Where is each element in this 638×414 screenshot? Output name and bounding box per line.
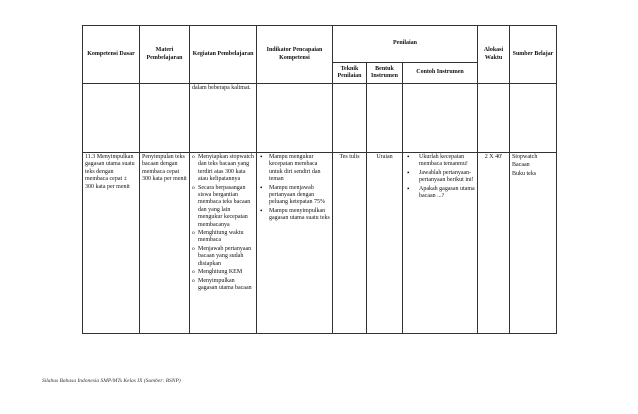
- cell-materi: Penyimpulan teks bacaan dengan membaca cepat 300 kata per menit: [140, 153, 190, 334]
- list-item: • Mampu menyimpulkan gagasan utama suatu teks: [269, 208, 330, 223]
- header-row: [83, 26, 557, 63]
- list-item: o Menyiapkan stopwatch dan teks bacaan yang terdiri atas 300 kata atau kelipatannya: [198, 154, 254, 184]
- cell-teknik: Tes tulis: [333, 153, 367, 334]
- list-item: o Menghitung waktu membaca: [198, 230, 254, 245]
- list-item: • Mampu mengukur kecepatan membaca untuk diri sendiri dan teman: [269, 154, 330, 184]
- sumber-list: [512, 154, 554, 178]
- header-materi: Materi Pembelajaran: [140, 26, 190, 84]
- list-item: Bacaan: [512, 162, 530, 169]
- header-contoh: Contoh Instrumen: [403, 63, 478, 84]
- list-item: o Secara berpasangan siswa bergantian membaca teks bacaan dan yang lain mengukur kecepatan membacanya: [198, 185, 254, 229]
- header-kegiatan: Kegiatan Pembelajaran: [190, 26, 257, 84]
- header-penilaian: Penilaian: [333, 26, 478, 63]
- table-row: [83, 153, 557, 334]
- contoh-list: [405, 154, 475, 200]
- list-item: o Menyimpulkan gagasan utama bacaan: [198, 278, 254, 293]
- cell-indikator: [257, 153, 333, 334]
- continuation-row: [83, 84, 557, 153]
- cell-bentuk: Uraian: [367, 153, 403, 334]
- header-teknik: Teknik Penilaian: [333, 63, 367, 84]
- list-item: o Menghitung KEM: [198, 269, 254, 276]
- continuation-text: dalam beberapa kalimat.: [190, 84, 257, 153]
- page-footer: Silabus Bahasa Indonesia SMP/MTs Kelas IX (Sumber: BSNP): [42, 378, 181, 384]
- list-item: Buku teks: [512, 170, 537, 177]
- header-indikator: Indikator Pencapaian Kompetensi: [257, 26, 333, 84]
- cell-kompetensi: 11.3 Menyimpulkan gagasan utama suatu teks dengan membaca cepat ± 300 kata per menit: [83, 153, 140, 334]
- list-item: Stopwatch: [512, 154, 538, 160]
- header-kompetensi: Kompetensi Dasar: [83, 26, 140, 84]
- list-item: • Ukurlah kecepatan membaca temanmu!: [419, 154, 475, 169]
- header-alokasi: Alokasi Waktu: [478, 26, 510, 84]
- list-item: • Mampu menjawab pertanyaan dengan peluang ketepatan 75%: [269, 185, 330, 207]
- cell-contoh: [403, 153, 478, 334]
- syllabus-table: [82, 25, 557, 334]
- kegiatan-list: [192, 154, 254, 292]
- list-item: • Apakah gagasan utama bacaan ...?: [419, 186, 475, 201]
- cell-sumber: [510, 153, 557, 334]
- list-item: o Menjawab pertanyaan bacaan yang sudah disiapkan: [198, 246, 254, 268]
- cell-kegiatan: [190, 153, 257, 334]
- cell-alokasi: 2 X 40': [478, 153, 510, 334]
- header-sumber: Sumber Belajar: [510, 26, 557, 84]
- list-item: • Jawablah pertanyaan-pertanyaan berikut ini!: [419, 170, 475, 185]
- indikator-list: [259, 154, 330, 223]
- header-bentuk: Bentuk Instrumen: [367, 63, 403, 84]
- syllabus-table-wrapper: [82, 25, 556, 334]
